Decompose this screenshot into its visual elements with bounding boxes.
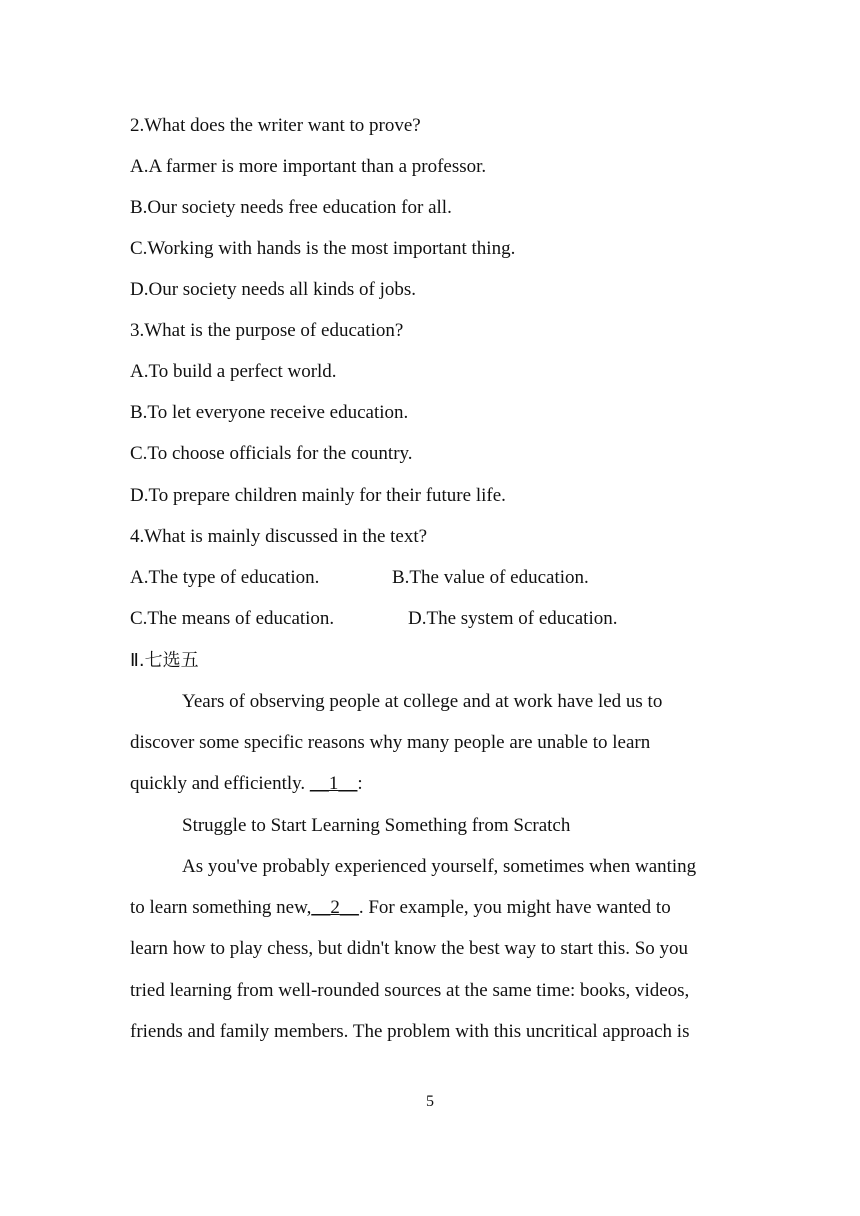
question-4-option-c: C.The means of education. bbox=[130, 608, 335, 629]
passage-text: quickly and efficiently. bbox=[130, 773, 310, 794]
question-2-option-d: D.Our society needs all kinds of jobs. bbox=[130, 279, 417, 300]
page-number: 5 bbox=[426, 1093, 434, 1110]
question-4-options-row-1 bbox=[130, 566, 589, 590]
question-2-option-c: C.Working with hands is the most important thing. bbox=[130, 238, 516, 259]
question-2-option-a: A.A farmer is more important than a professor. bbox=[130, 156, 487, 177]
question-4-prompt: 4.What is mainly discussed in the text? bbox=[130, 526, 428, 547]
passage-paragraph-2-line-4: tried learning from well-rounded sources at the same time: books, videos, bbox=[130, 980, 690, 1001]
passage-text: : bbox=[357, 773, 363, 794]
question-2-prompt: 2.What does the writer want to prove? bbox=[130, 115, 421, 136]
passage-paragraph-2-line-5: friends and family members. The problem with this uncritical approach is bbox=[130, 1021, 690, 1042]
passage-paragraph-1-line-1: Years of observing people at college and at work have led us to bbox=[182, 691, 663, 712]
blank-2: __2__ bbox=[311, 897, 359, 918]
question-3-option-b: B.To let everyone receive education. bbox=[130, 402, 409, 423]
blank-1: __1__ bbox=[309, 773, 358, 794]
question-3-option-d: D.To prepare children mainly for their future life. bbox=[130, 485, 506, 506]
passage-paragraph-2-line-1: As you've probably experienced yourself, sometimes when wanting bbox=[182, 856, 697, 877]
passage-paragraph-2-line-3: learn how to play chess, but didn't know the best way to start this. So you bbox=[130, 938, 689, 959]
question-3-option-c: C.To choose officials for the country. bbox=[130, 443, 413, 464]
section-heading: Ⅱ.七选五 bbox=[130, 650, 199, 671]
passage-text: . For example, you might have wanted to bbox=[358, 897, 671, 918]
passage-paragraph-1-line-2: discover some specific reasons why many people are unable to learn bbox=[130, 732, 651, 753]
question-3-option-a: A.To build a perfect world. bbox=[130, 361, 337, 382]
question-4-option-a: A.The type of education. bbox=[130, 567, 320, 588]
question-2-option-b: B.Our society needs free education for all. bbox=[130, 197, 452, 218]
question-4-options-row-2 bbox=[130, 607, 618, 631]
question-3-prompt: 3.What is the purpose of education? bbox=[130, 320, 404, 341]
passage-paragraph-1-line-3 bbox=[130, 772, 363, 796]
question-4-option-d: D.The system of education. bbox=[408, 608, 618, 629]
passage-paragraph-2-line-2 bbox=[130, 896, 671, 920]
question-4-option-b: B.The value of education. bbox=[392, 567, 589, 588]
passage-text: to learn something new, bbox=[130, 897, 312, 918]
passage-subheading: Struggle to Start Learning Something from Scratch bbox=[182, 815, 571, 836]
